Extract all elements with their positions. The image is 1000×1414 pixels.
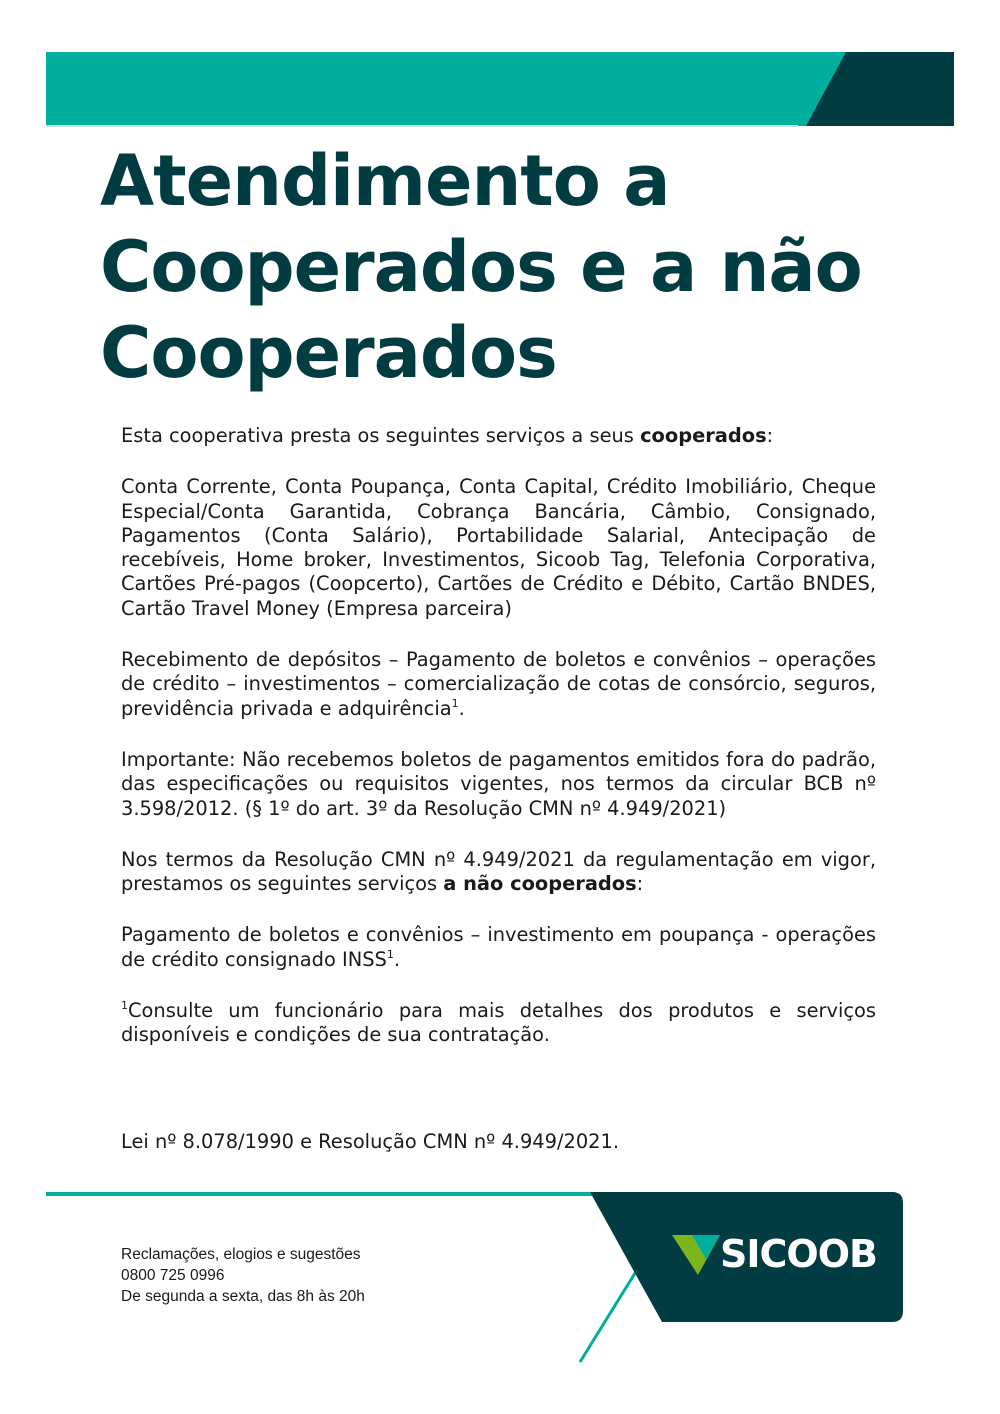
operations-punct: .: [458, 696, 465, 720]
non-members-intro-paragraph: [121, 848, 876, 897]
footnote-marker: 1: [386, 947, 394, 961]
operations-text: Recebimento de depósitos – Pagamento de boletos e convênios – operações de crédito – investimentos – comercialização de cotas de consórcio, seguros, previdência privada e adquirência: [121, 648, 876, 720]
non-members-services-paragraph: [121, 923, 876, 972]
non-members-intro-text: Nos termos da Resolução CMN nº 4.949/2021 da regulamentação em vigor, prestamos os seguintes serviços: [121, 847, 876, 896]
page-title: [100, 138, 920, 396]
intro-paragraph: [121, 424, 876, 448]
contact-info: [121, 1244, 521, 1307]
intro-text: Esta cooperativa presta os seguintes serviços a seus: [121, 424, 641, 447]
legal-reference: Lei nº 8.078/1990 e Resolução CMN nº 4.949/2021.: [121, 1130, 620, 1153]
contact-hours: De segunda a sexta, das 8h às 20h: [121, 1288, 365, 1305]
important-paragraph: Importante: Não recebemos boletos de pagamentos emitidos fora do padrão, das especificações ou requisitos vigentes, nos termos da circular BCB nº 3.598/2012. (§ 1º do art. 3º da Resolução CMN nº 4.949/2021): [121, 747, 876, 820]
footnote-marker: 1: [121, 999, 128, 1013]
contact-phone: 0800 725 0996: [121, 1267, 225, 1284]
footnote-paragraph: [121, 999, 876, 1048]
non-members-bold-term: a não cooperados: [443, 872, 637, 896]
footnote-text: Consulte um funcionário para mais detalhes dos produtos e serviços disponíveis e condições de sua contratação.: [121, 999, 876, 1047]
non-members-intro-punct: :: [636, 872, 644, 896]
page-title-line-1: Atendimento a: [100, 140, 670, 222]
page-title-line-2: Cooperados e a não: [100, 226, 862, 308]
non-members-services-text: Pagamento de boletos e convênios – investimento em poupança - operações de crédito consignado INSS: [121, 923, 876, 971]
footnote-marker: 1: [451, 696, 459, 710]
intro-bold-term: cooperados: [640, 424, 767, 447]
document-body: [121, 424, 876, 1048]
services-list-paragraph: Conta Corrente, Conta Poupança, Conta Capital, Crédito Imobiliário, Cheque Especial/Conta Garantida, Cobrança Bancária, Câmbio, Consignado, Pagamentos (Conta Salário), Portabilidade Salarial, Antecipação de recebíveis, Home broker, Investimentos, Sicoob Tag, Telefonia Corporativa, Cartões Pré-pagos (Coopcerto), Cartões de Crédito e Débito, Cartão BNDES, Cartão Travel Money (Empresa parceira): [121, 475, 876, 620]
operations-paragraph: [121, 648, 876, 721]
intro-punct: :: [766, 424, 774, 447]
page-title-line-3: Cooperados: [100, 312, 557, 394]
non-members-services-punct: .: [393, 947, 400, 971]
header-band: [0, 0, 1000, 140]
logo-wordmark: SICOOB: [720, 1232, 877, 1276]
contact-heading: Reclamações, elogios e sugestões: [121, 1246, 361, 1263]
